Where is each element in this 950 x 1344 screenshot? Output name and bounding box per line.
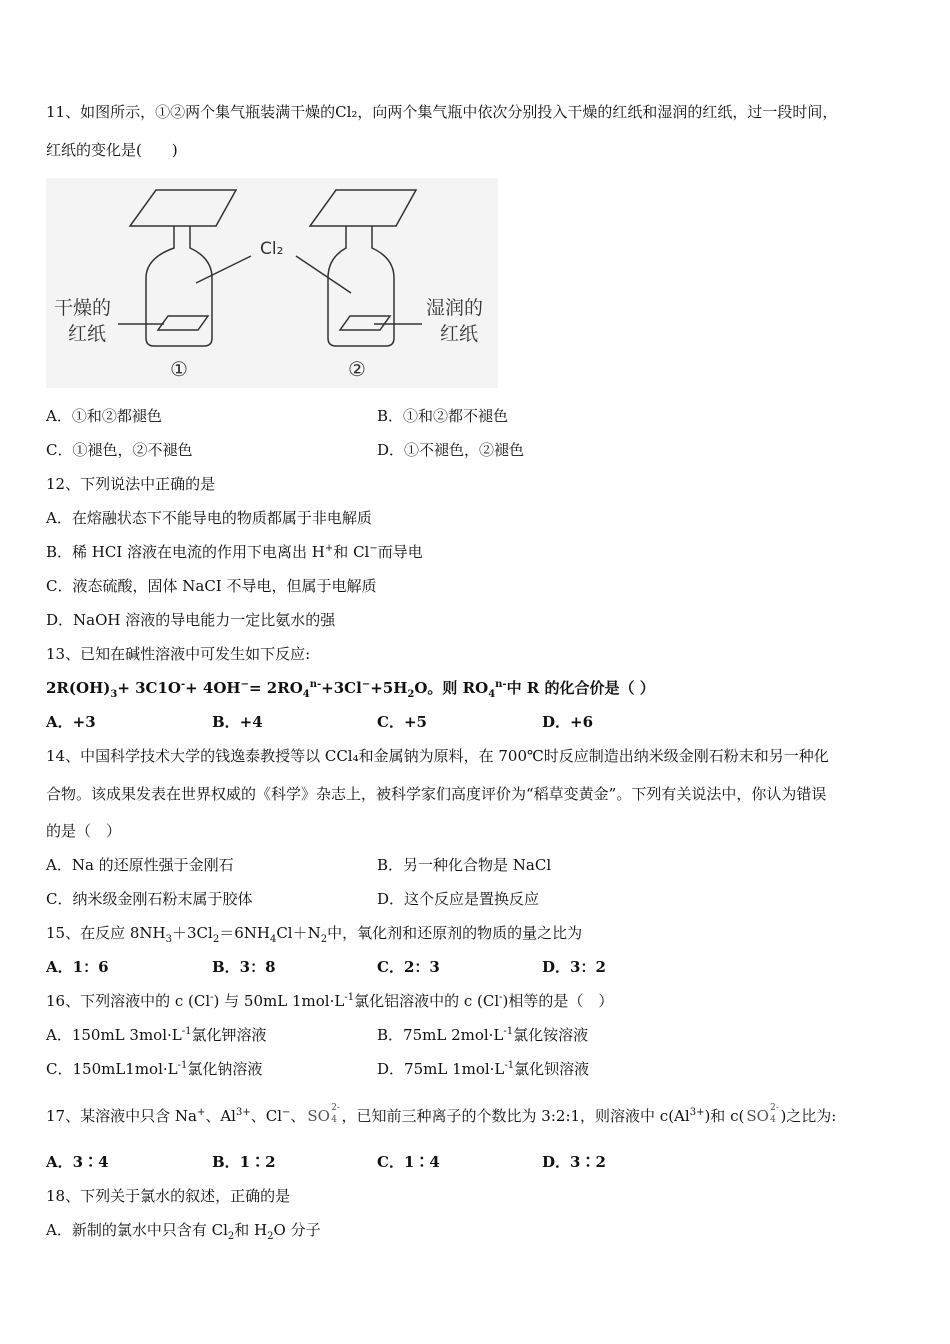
q11-stem-line1: 11、如图所示，①②两个集气瓶装满干燥的Cl₂，向两个集气瓶中依次分别投入干燥的红纸和湿润的红纸，过一段时间，	[46, 103, 838, 121]
gas-bottle-figure	[46, 178, 498, 388]
cl2-label: Cl₂	[260, 239, 284, 259]
q13-option-b: B．+4	[212, 713, 263, 731]
bottle-2-body	[328, 226, 394, 346]
q14-option-d: D．这个反应是置换反应	[377, 890, 540, 908]
q17-option-a: A．3∶4	[46, 1153, 109, 1171]
q11-option-d: D．①不褪色，②褪色	[377, 441, 525, 459]
sulfate-formula-2: SO 2- 4	[746, 1103, 779, 1125]
q11-option-c: C．①褪色，②不褪色	[46, 441, 193, 459]
q15-option-a: A．1：6	[46, 958, 109, 976]
gas-bottle-diagram	[46, 178, 498, 388]
q15-option-d: D．3：2	[542, 958, 606, 976]
q15-option-b: B．3：8	[212, 958, 276, 976]
bottle-1-lid	[130, 190, 236, 226]
q16-stem: 16、下列溶液中的 c (Cl-) 与 50mL $1mol\cdot L^{-1}$氯化铝溶液中的 c (Cl-)相等的是（ ）	[46, 992, 614, 1010]
left-label-line2: 红纸	[68, 323, 107, 345]
q15-option-c: C．2：3	[377, 958, 440, 976]
bottle-1-paper	[158, 316, 208, 330]
q11-option-a: A．①和②都褪色	[46, 407, 162, 425]
bottle-1-body	[146, 226, 212, 346]
q18-option-a: A．新制的氯水中只含有 $Cl_2$和 $H_2O$ 分子	[46, 1221, 321, 1242]
bottle-1	[118, 190, 251, 346]
bottle-2-paper	[340, 316, 390, 330]
bottle-2	[296, 190, 422, 346]
q18-stem: 18、下列关于氯水的叙述，正确的是	[46, 1187, 291, 1205]
q14-stem-line2: 合物。该成果发表在世界权威的《科学》杂志上，被科学家们高度评价为“稻草变黄金”。下列有关说法中，你认为错误	[46, 785, 827, 803]
right-label-line1: 湿润的	[426, 297, 484, 319]
right-label-line2: 红纸	[440, 323, 479, 345]
q17-stem: 17、某溶液中只含 Na+、$Al^{3+}$、Cl−、 SO 2- 4 ，已知前三种离子的个数比为 3:2:1，则溶液中 $c(Al^{3+})$和 c( SO 2- 4 )之比为:	[46, 1103, 837, 1125]
bottle-2-lid	[310, 190, 416, 226]
q11-stem-line2: 红纸的变化是( )	[46, 141, 178, 159]
q16-option-d: D．75mL $1mol\cdot L^{-1}$氯化钡溶液	[377, 1060, 590, 1078]
q16-option-c: C．$150mL1mol\cdot L^{-1}$氯化钠溶液	[46, 1060, 263, 1078]
q16-option-a: A．150mL $3mol\cdot L^{-1}$氯化钾溶液	[46, 1026, 267, 1044]
q14-option-b: B．另一种化合物是 NaCl	[377, 856, 552, 874]
bottle-1-number: ①	[170, 357, 188, 381]
q16-option-b: B．75mL $2mol\cdot L^{-1}$氯化铵溶液	[377, 1026, 589, 1044]
q14-stem-line3: 的是（ ）	[46, 822, 122, 840]
sulfate-formula-1: SO 2- 4	[307, 1103, 340, 1125]
q17-option-c: C．1∶4	[377, 1153, 440, 1171]
q13-equation: $2R(OH)_3+ 3C1O^-+ 4OH^-= 2RO_4^{n-}+3Cl^-+5H_2O$。则 $RO_4^{n-}$中 R 的化合价是（ ）	[46, 679, 655, 700]
q13-option-c: C．+5	[377, 713, 427, 731]
q15-stem: 15、在反应 $8NH_3+3Cl_2=6NH_4Cl+N_2$中，氧化剂和还原剂的物质的量之比为	[46, 924, 583, 945]
q12-option-d: D．NaOH 溶液的导电能力一定比氨水的强	[46, 611, 336, 629]
q17-option-b: B．1∶2	[212, 1153, 276, 1171]
q11-option-b: B．①和②都不褪色	[377, 407, 509, 425]
q13-stem: 13、已知在碱性溶液中可发生如下反应:	[46, 645, 311, 663]
q14-option-a: A．Na 的还原性强于金刚石	[46, 856, 234, 874]
q12-stem: 12、下列说法中正确的是	[46, 475, 216, 493]
q12-option-b: B．稀 HCI 溶液在电流的作用下电离出 H+和 Cl−而导电	[46, 543, 423, 561]
bottle-2-number: ②	[348, 357, 366, 381]
q12-option-c: C．液态硫酸，固体 NaCI 不导电，但属于电解质	[46, 577, 377, 595]
q17-option-d: D．3∶2	[542, 1153, 606, 1171]
q12-option-a: A．在熔融状态下不能导电的物质都属于非电解质	[46, 509, 372, 527]
q14-stem-line1: 14、中国科学技术大学的钱逸泰教授等以 CCl₄和金属钠为原料，在 700℃时反应制造出纳米级金刚石粉末和另一种化	[46, 747, 829, 765]
bottle-2-cl2-pointer	[296, 256, 351, 293]
left-label-line1: 干燥的	[54, 297, 112, 319]
q13-option-d: D．+6	[542, 713, 594, 731]
q14-option-c: C．纳米级金刚石粉末属于胶体	[46, 890, 253, 908]
bottle-1-cl2-pointer	[196, 256, 251, 283]
q13-option-a: A．+3	[46, 713, 96, 731]
